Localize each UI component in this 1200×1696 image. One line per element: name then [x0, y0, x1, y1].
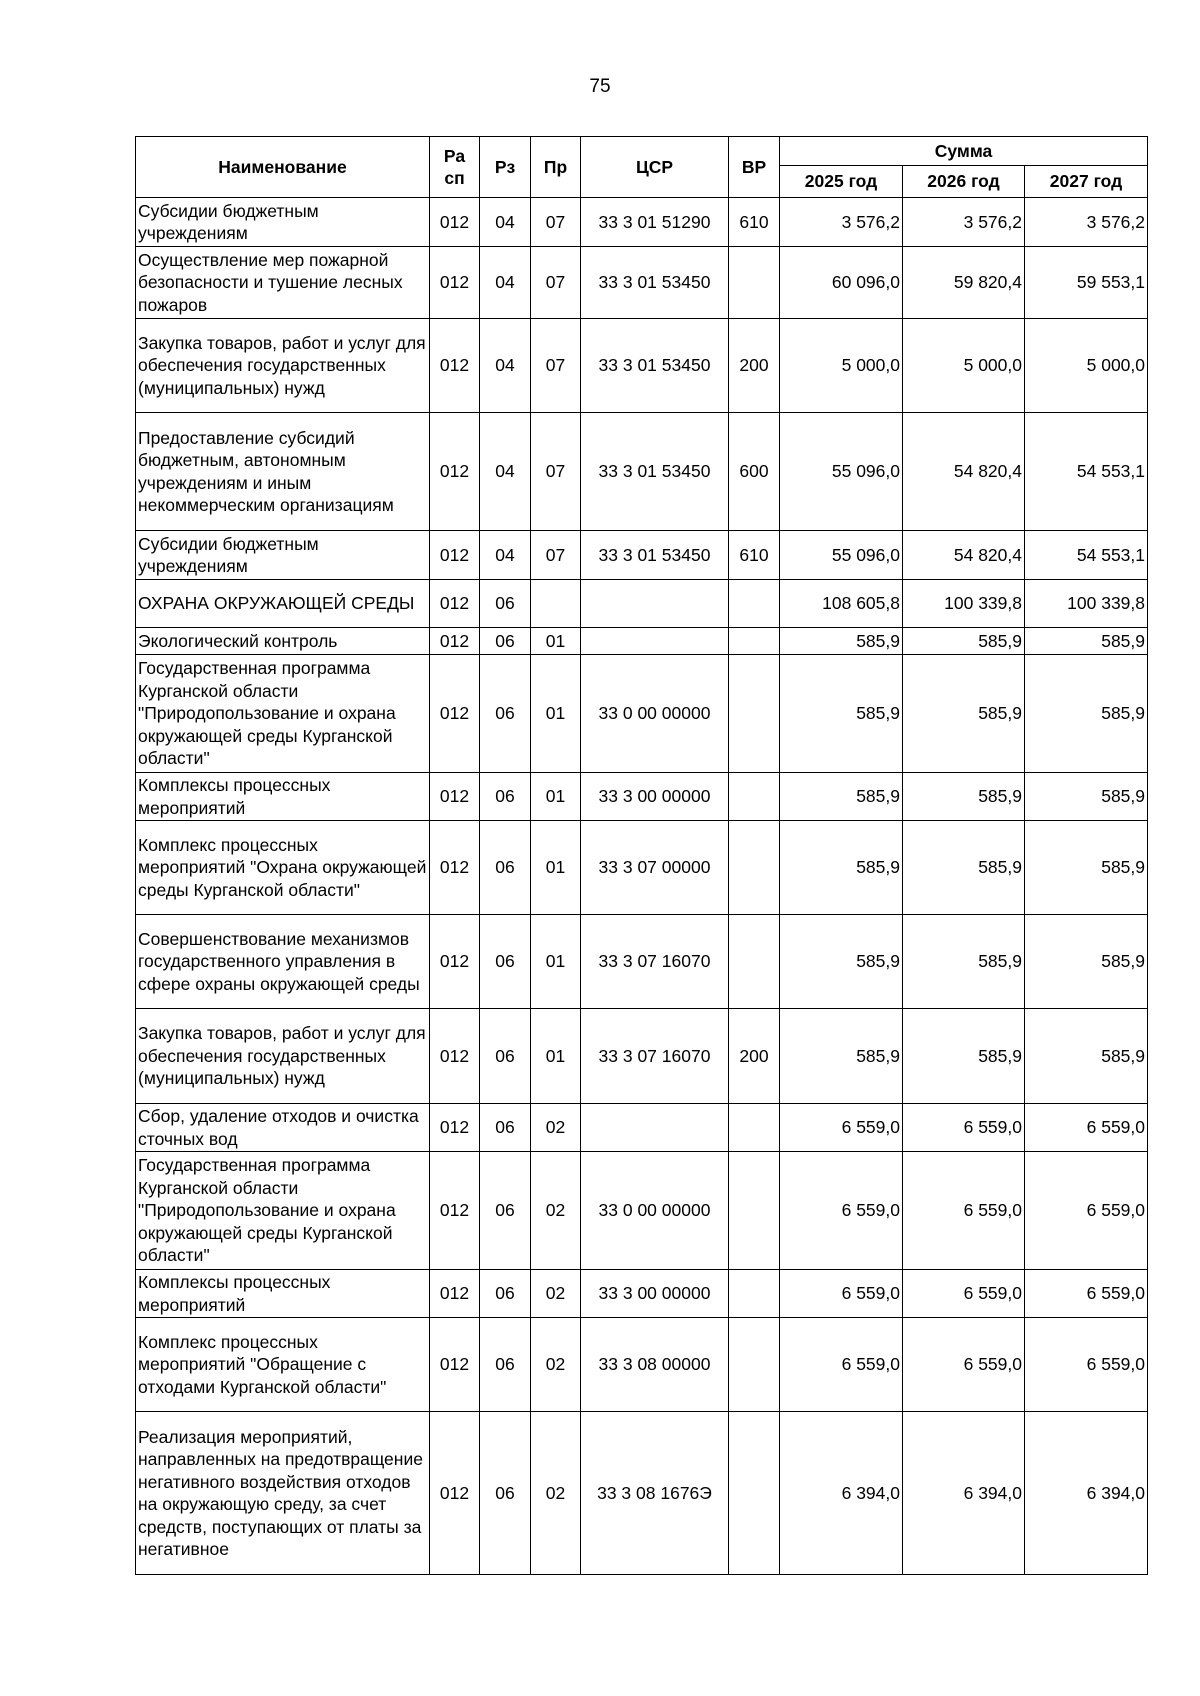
header-year-2025: 2025 год: [780, 166, 903, 198]
row-pr: 01: [531, 628, 581, 655]
row-rasp: 012: [430, 247, 480, 319]
row-sum-2027: 585,9: [1025, 1009, 1148, 1104]
row-pr: 01: [531, 655, 581, 773]
table-row: [136, 1270, 1148, 1318]
row-rz: 06: [480, 580, 531, 628]
row-vr: 600: [729, 413, 780, 531]
row-pr: 01: [531, 773, 581, 821]
row-name: Государственная программа Курганской области "Природопользование и охрана окружающей среды Курганской области": [136, 655, 430, 773]
row-vr: [729, 1412, 780, 1575]
row-sum-2026: 585,9: [903, 915, 1025, 1009]
row-pr: 02: [531, 1152, 581, 1270]
row-csr: [581, 580, 729, 628]
row-sum-2026: 54 820,4: [903, 413, 1025, 531]
row-sum-2026: 6 559,0: [903, 1104, 1025, 1152]
row-sum-2026: 5 000,0: [903, 319, 1025, 413]
table-row: [136, 1009, 1148, 1104]
table-row: [136, 915, 1148, 1009]
row-sum-2026: 59 820,4: [903, 247, 1025, 319]
row-sum-2026: 6 559,0: [903, 1152, 1025, 1270]
row-pr: 07: [531, 531, 581, 580]
row-sum-2027: 5 000,0: [1025, 319, 1148, 413]
row-name: Закупка товаров, работ и услуг для обеспечения государственных (муниципальных) нужд: [136, 1009, 430, 1104]
row-rasp: 012: [430, 531, 480, 580]
row-sum-2027: 6 559,0: [1025, 1270, 1148, 1318]
header-name: Наименование: [136, 137, 430, 198]
row-vr: [729, 628, 780, 655]
row-sum-2026: 100 339,8: [903, 580, 1025, 628]
row-rz: 04: [480, 413, 531, 531]
row-sum-2027: 59 553,1: [1025, 247, 1148, 319]
row-sum-2026: 6 394,0: [903, 1412, 1025, 1575]
row-sum-2027: 100 339,8: [1025, 580, 1148, 628]
row-csr: 33 3 08 00000: [581, 1318, 729, 1412]
row-name: Сбор, удаление отходов и очистка сточных вод: [136, 1104, 430, 1152]
table-row: [136, 655, 1148, 773]
row-vr: [729, 1152, 780, 1270]
row-sum-2025: 585,9: [780, 773, 903, 821]
header-year-2026: 2026 год: [903, 166, 1025, 198]
row-rz: 06: [480, 1318, 531, 1412]
row-csr: 33 3 07 16070: [581, 1009, 729, 1104]
row-rz: 04: [480, 319, 531, 413]
row-pr: 07: [531, 247, 581, 319]
row-vr: 610: [729, 198, 780, 247]
row-sum-2026: 6 559,0: [903, 1318, 1025, 1412]
row-rz: 06: [480, 1412, 531, 1575]
header-rz: Рз: [480, 137, 531, 198]
header-rasp: Ра сп: [430, 137, 480, 198]
row-name: Комплексы процессных мероприятий: [136, 1270, 430, 1318]
row-rasp: 012: [430, 1412, 480, 1575]
row-sum-2025: 585,9: [780, 1009, 903, 1104]
row-pr: 07: [531, 413, 581, 531]
row-sum-2027: 6 559,0: [1025, 1104, 1148, 1152]
row-sum-2026: 585,9: [903, 628, 1025, 655]
row-csr: [581, 1104, 729, 1152]
row-rz: 04: [480, 247, 531, 319]
row-sum-2026: 6 559,0: [903, 1270, 1025, 1318]
row-vr: [729, 580, 780, 628]
row-rasp: 012: [430, 1104, 480, 1152]
row-pr: 02: [531, 1270, 581, 1318]
row-sum-2025: 585,9: [780, 628, 903, 655]
row-name: ОХРАНА ОКРУЖАЮЩЕЙ СРЕДЫ: [136, 580, 430, 628]
row-sum-2025: 585,9: [780, 821, 903, 915]
table-row: [136, 247, 1148, 319]
row-vr: [729, 1270, 780, 1318]
row-sum-2025: 60 096,0: [780, 247, 903, 319]
row-name: Комплекс процессных мероприятий "Обращение с отходами Курганской области": [136, 1318, 430, 1412]
row-vr: [729, 915, 780, 1009]
row-vr: [729, 655, 780, 773]
row-csr: 33 3 01 53450: [581, 531, 729, 580]
row-csr: 33 0 00 00000: [581, 655, 729, 773]
row-sum-2027: 54 553,1: [1025, 531, 1148, 580]
row-sum-2025: 6 559,0: [780, 1152, 903, 1270]
row-sum-2026: 585,9: [903, 773, 1025, 821]
row-name: Субсидии бюджетным учреждениям: [136, 531, 430, 580]
row-sum-2025: 585,9: [780, 915, 903, 1009]
row-name: Экологический контроль: [136, 628, 430, 655]
row-csr: 33 3 07 00000: [581, 821, 729, 915]
row-rasp: 012: [430, 628, 480, 655]
row-csr: 33 3 07 16070: [581, 915, 729, 1009]
row-vr: 200: [729, 319, 780, 413]
table-row: [136, 773, 1148, 821]
row-rasp: 012: [430, 821, 480, 915]
row-vr: [729, 821, 780, 915]
row-rasp: 012: [430, 915, 480, 1009]
row-name: Государственная программа Курганской области "Природопользование и охрана окружающей среды Курганской области": [136, 1152, 430, 1270]
row-rasp: 012: [430, 413, 480, 531]
row-rz: 06: [480, 1009, 531, 1104]
row-name: Предоставление субсидий бюджетным, автономным учреждениям и иным некоммерческим организациям: [136, 413, 430, 531]
row-sum-2026: 585,9: [903, 655, 1025, 773]
row-sum-2025: 5 000,0: [780, 319, 903, 413]
row-name: Субсидии бюджетным учреждениям: [136, 198, 430, 247]
row-name: Закупка товаров, работ и услуг для обеспечения государственных (муниципальных) нужд: [136, 319, 430, 413]
row-name: Совершенствование механизмов государственного управления в сфере охраны окружающей среды: [136, 915, 430, 1009]
table-row: [136, 628, 1148, 655]
table-row: [136, 198, 1148, 247]
row-vr: 200: [729, 1009, 780, 1104]
row-vr: [729, 773, 780, 821]
page-number: 75: [589, 76, 611, 97]
table-row: [136, 821, 1148, 915]
row-rz: 06: [480, 1270, 531, 1318]
row-sum-2027: 585,9: [1025, 773, 1148, 821]
row-pr: 01: [531, 1009, 581, 1104]
row-rz: 04: [480, 198, 531, 247]
row-rasp: 012: [430, 655, 480, 773]
row-csr: 33 3 01 51290: [581, 198, 729, 247]
table-row: [136, 413, 1148, 531]
row-sum-2025: 55 096,0: [780, 531, 903, 580]
row-vr: [729, 1104, 780, 1152]
row-vr: [729, 247, 780, 319]
row-pr: 02: [531, 1318, 581, 1412]
row-name: Комплекс процессных мероприятий "Охрана окружающей среды Курганской области": [136, 821, 430, 915]
row-sum-2025: 3 576,2: [780, 198, 903, 247]
row-csr: 33 3 00 00000: [581, 773, 729, 821]
row-sum-2025: 6 559,0: [780, 1270, 903, 1318]
table-header: [136, 137, 1148, 198]
row-csr: 33 3 01 53450: [581, 319, 729, 413]
row-rz: 06: [480, 821, 531, 915]
row-rasp: 012: [430, 198, 480, 247]
row-name: Реализация мероприятий, направленных на предотвращение негативного воздействия отходов на окружающую среду, за счет средств, поступающих от платы за негативное: [136, 1412, 430, 1575]
header-pr: Пр: [531, 137, 581, 198]
row-sum-2027: 585,9: [1025, 655, 1148, 773]
row-name: Осуществление мер пожарной безопасности и тушение лесных пожаров: [136, 247, 430, 319]
table-row: [136, 1104, 1148, 1152]
row-rasp: 012: [430, 1152, 480, 1270]
table-row: [136, 319, 1148, 413]
row-sum-2026: 585,9: [903, 821, 1025, 915]
row-csr: 33 0 00 00000: [581, 1152, 729, 1270]
row-rasp: 012: [430, 1270, 480, 1318]
row-rz: 06: [480, 628, 531, 655]
row-pr: 01: [531, 915, 581, 1009]
row-sum-2027: 585,9: [1025, 915, 1148, 1009]
row-sum-2027: 3 576,2: [1025, 198, 1148, 247]
header-csr: ЦСР: [581, 137, 729, 198]
table-body: [136, 198, 1148, 1575]
row-rz: 04: [480, 531, 531, 580]
row-rz: 06: [480, 1104, 531, 1152]
row-pr: [531, 580, 581, 628]
table-row: [136, 1318, 1148, 1412]
row-csr: 33 3 01 53450: [581, 413, 729, 531]
row-rz: 06: [480, 915, 531, 1009]
row-sum-2025: 6 559,0: [780, 1104, 903, 1152]
row-rasp: 012: [430, 773, 480, 821]
row-sum-2026: 3 576,2: [903, 198, 1025, 247]
row-sum-2027: 54 553,1: [1025, 413, 1148, 531]
row-rz: 06: [480, 1152, 531, 1270]
row-csr: 33 3 08 1676Э: [581, 1412, 729, 1575]
row-sum-2027: 6 559,0: [1025, 1318, 1148, 1412]
row-pr: 02: [531, 1412, 581, 1575]
row-pr: 01: [531, 821, 581, 915]
row-sum-2025: 6 394,0: [780, 1412, 903, 1575]
header-year-2027: 2027 год: [1025, 166, 1148, 198]
header-sum: Сумма: [780, 137, 1148, 166]
row-pr: 02: [531, 1104, 581, 1152]
row-name: Комплексы процессных мероприятий: [136, 773, 430, 821]
header-vr: ВР: [729, 137, 780, 198]
row-rasp: 012: [430, 1318, 480, 1412]
row-rz: 06: [480, 655, 531, 773]
table-row: [136, 1412, 1148, 1575]
row-rasp: 012: [430, 1009, 480, 1104]
row-sum-2026: 585,9: [903, 1009, 1025, 1104]
row-vr: [729, 1318, 780, 1412]
table-row: [136, 1152, 1148, 1270]
row-csr: 33 3 01 53450: [581, 247, 729, 319]
row-sum-2025: 6 559,0: [780, 1318, 903, 1412]
row-vr: 610: [729, 531, 780, 580]
table-row: [136, 580, 1148, 628]
row-pr: 07: [531, 198, 581, 247]
row-sum-2027: 585,9: [1025, 821, 1148, 915]
row-sum-2027: 6 394,0: [1025, 1412, 1148, 1575]
row-rz: 06: [480, 773, 531, 821]
row-sum-2027: 6 559,0: [1025, 1152, 1148, 1270]
row-rasp: 012: [430, 319, 480, 413]
row-sum-2026: 54 820,4: [903, 531, 1025, 580]
row-sum-2025: 585,9: [780, 655, 903, 773]
row-rasp: 012: [430, 580, 480, 628]
row-pr: 07: [531, 319, 581, 413]
row-sum-2025: 108 605,8: [780, 580, 903, 628]
row-csr: [581, 628, 729, 655]
row-sum-2027: 585,9: [1025, 628, 1148, 655]
row-sum-2025: 55 096,0: [780, 413, 903, 531]
budget-table: [135, 136, 1148, 1575]
table-row: [136, 531, 1148, 580]
row-csr: 33 3 00 00000: [581, 1270, 729, 1318]
